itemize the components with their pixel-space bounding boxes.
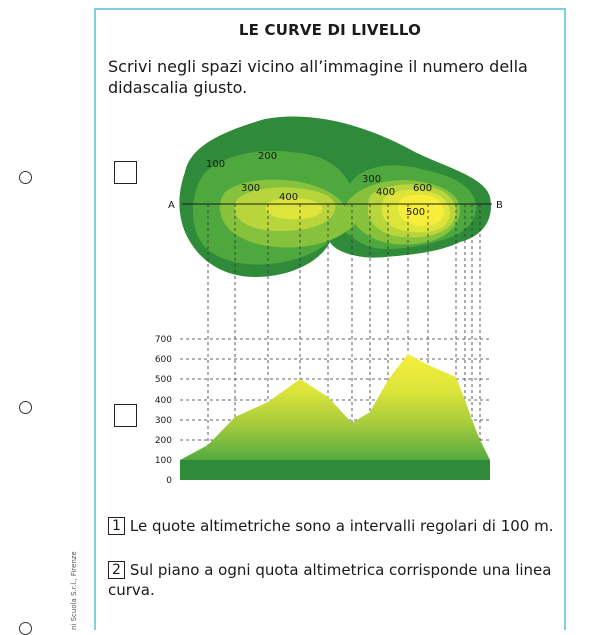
axis-tick-label: 200 (154, 436, 172, 446)
contour-figure (140, 112, 520, 488)
profile-base-band (180, 460, 490, 480)
contour-label: 400 (279, 192, 299, 203)
instruction-text: Scrivi negli spazi vicino all’immagine il numero della didascalia giusto. (108, 57, 528, 97)
caption-number-box: 1 (108, 517, 125, 535)
axis-tick-label: 100 (154, 456, 172, 466)
axis-tick-label: 600 (154, 355, 172, 365)
contour-label: 300 (241, 183, 261, 194)
axis-tick-label: 300 (154, 416, 172, 426)
contour-label: 400 (376, 187, 396, 198)
caption-1 (108, 516, 558, 536)
point-a-label: A (168, 200, 175, 211)
binder-hole-icon (19, 401, 32, 414)
contour-map (179, 117, 491, 277)
frame-right-border (564, 8, 566, 630)
contour-label: 300 (362, 174, 382, 185)
binder-hole-icon (19, 622, 32, 635)
caption-2 (108, 560, 558, 600)
frame-left-border (94, 8, 96, 630)
contour-label: 600 (413, 183, 433, 194)
frame-top-border (94, 8, 566, 10)
caption-text: Le quote altimetriche sono a intervalli regolari di 100 m. (129, 517, 554, 535)
caption-number-box: 2 (108, 561, 125, 579)
axis-tick-label: 500 (154, 375, 172, 385)
axis-tick-label: 0 (166, 476, 172, 486)
answer-box-map[interactable] (114, 161, 137, 184)
binder-hole-icon (19, 171, 32, 184)
answer-box-profile[interactable] (114, 404, 137, 427)
contour-label: 200 (258, 151, 278, 162)
axis-tick-label: 700 (154, 335, 172, 345)
publisher-credit: ni Scuola S.r.l., Firenze (70, 551, 78, 630)
contour-label: 500 (406, 207, 426, 218)
contour-label: 100 (206, 159, 226, 170)
page-title: LE CURVE DI LIVELLO (238, 21, 422, 39)
axis-tick-label: 400 (154, 396, 172, 406)
point-b-label: B (496, 200, 503, 211)
caption-text: Sul piano a ogni quota altimetrica corrisponde una linea curva. (108, 561, 552, 599)
profile-axis-labels (155, 335, 172, 486)
